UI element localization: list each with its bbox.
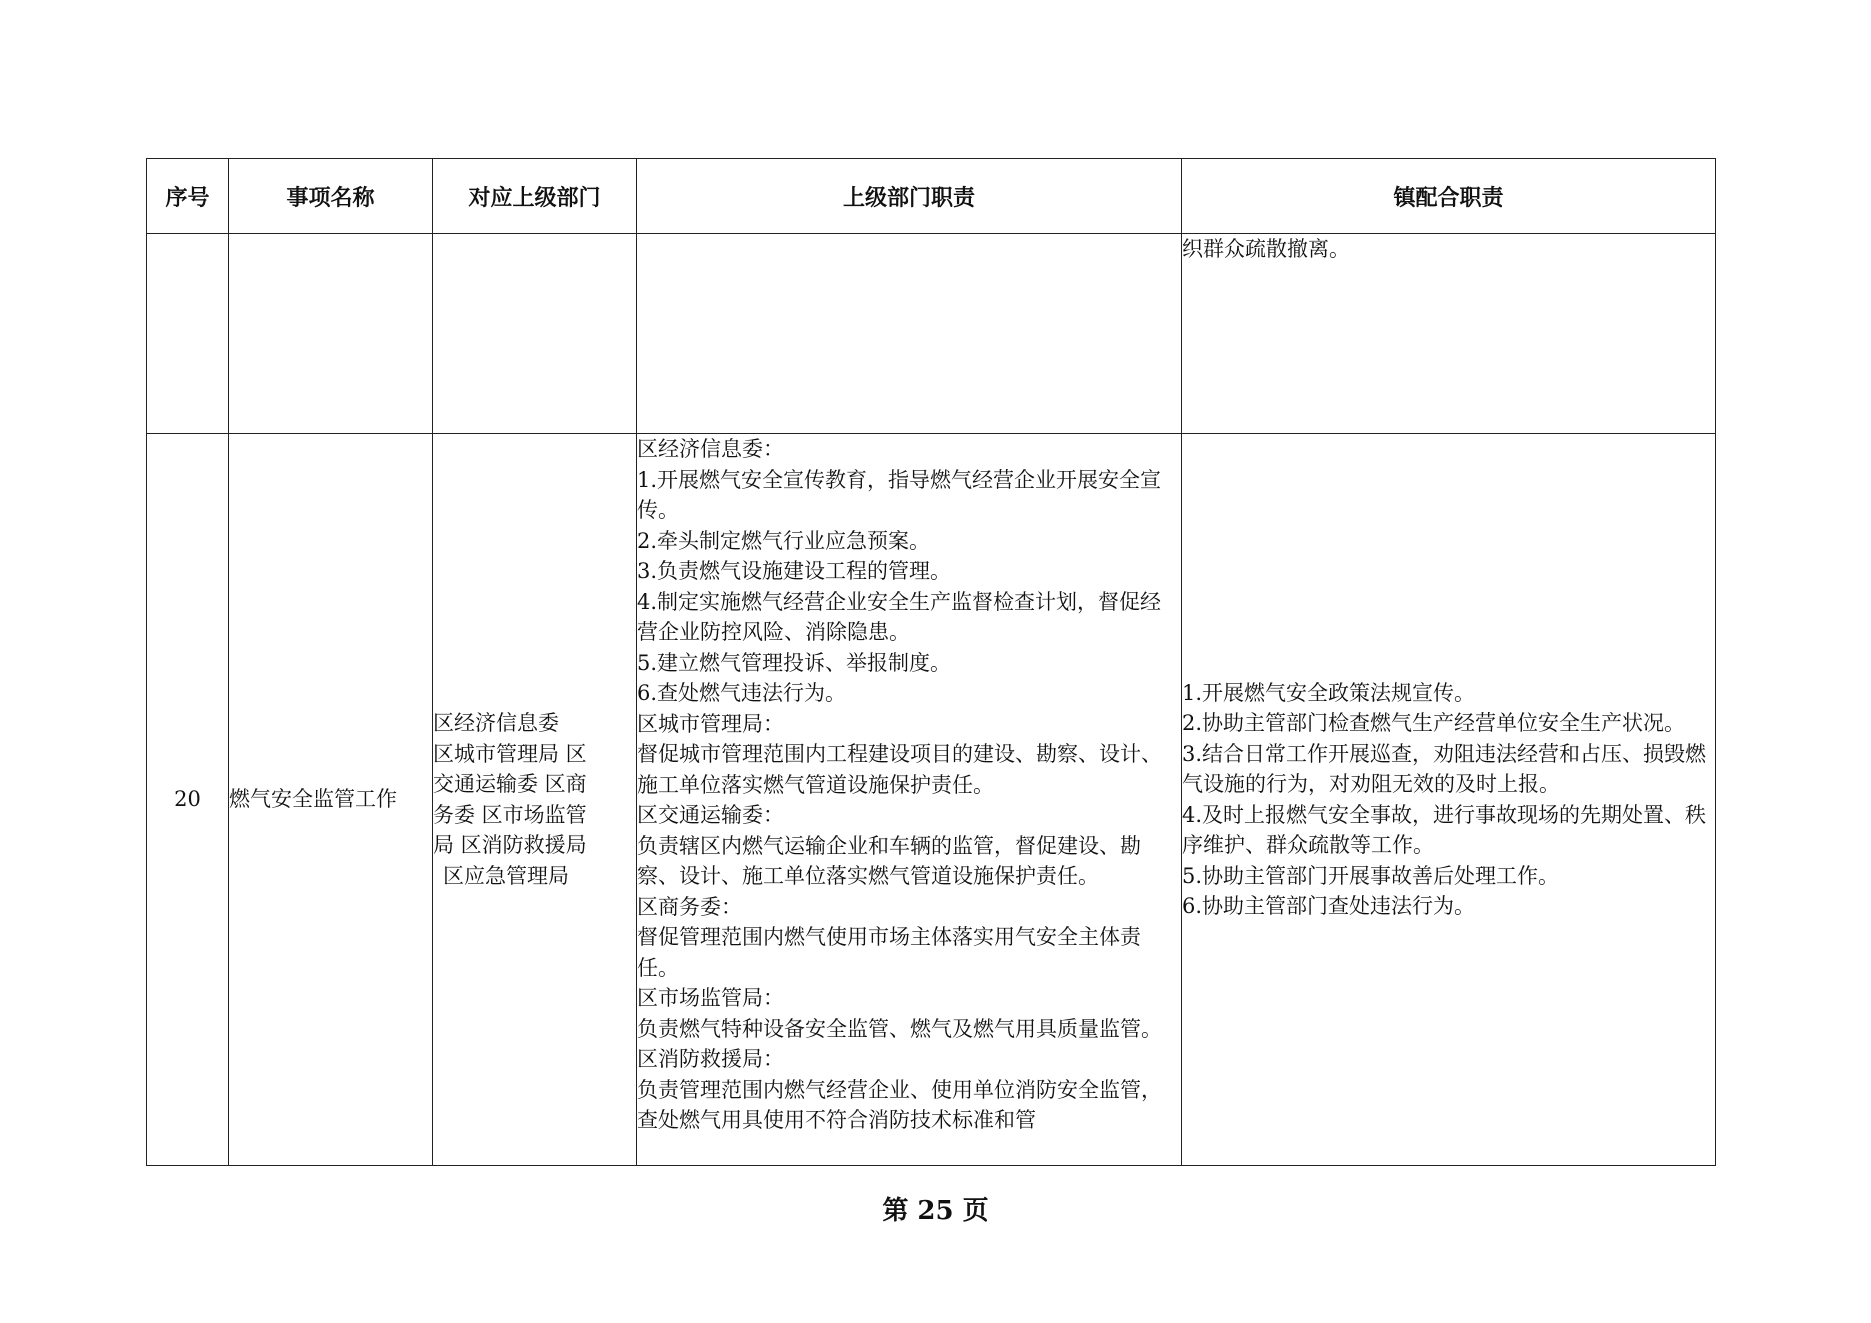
upper-duty-line: 区市场监管局： — [637, 986, 784, 1010]
town-duties-cell — [1182, 434, 1716, 1166]
department-line: 务委 区市场监管 — [433, 802, 587, 827]
town-duty-line: 1.开展燃气安全政策法规宣传。 — [1182, 680, 1476, 705]
town-duty-line: 6.协助主管部门查处违法行为。 — [1182, 894, 1476, 918]
department-line: 局 区消防救援局 — [433, 833, 587, 857]
town-duty-line: 3.结合日常工作开展巡查，劝阻违法经营和占压、损毁燃气设施的行为，对劝阻无效的及时上报。 — [1182, 741, 1707, 796]
upper-duty-line: 区商务委： — [637, 894, 742, 919]
town-duty-line: 5.协助主管部门开展事故善后处理工作。 — [1182, 863, 1560, 888]
continued-row — [147, 234, 1716, 434]
item-name: 燃气安全监管工作 — [229, 434, 433, 1166]
continued-number-cell — [147, 234, 229, 434]
upper-duty-line: 区城市管理局： — [637, 711, 784, 736]
upper-duty-line: 督促城市管理范围内工程建设项目的建设、勘察、设计、施工单位落实燃气管道设施保护责任。 — [637, 742, 1162, 797]
department-line: 交通运输委 区商 — [433, 772, 587, 796]
departments-cell — [433, 434, 637, 1166]
department-line: 区应急管理局 — [443, 863, 569, 888]
upper-duty-line: 督促管理范围内燃气使用市场主体落实用气安全主体责任。 — [637, 925, 1141, 980]
header-number: 序号 — [147, 159, 229, 234]
town-duty-line: 2.协助主管部门检查燃气生产经营单位安全生产状况。 — [1182, 711, 1686, 735]
town-duty-line: 4.及时上报燃气安全事故，进行事故现场的先期处置、秩序维护、群众疏散等工作。 — [1182, 802, 1707, 857]
upper-duty-line: 区消防救援局： — [637, 1047, 784, 1071]
header-row — [147, 159, 1716, 234]
header-town-duties: 镇配合职责 — [1182, 159, 1716, 234]
header-item-name: 事项名称 — [229, 159, 433, 234]
department-line: 区经济信息委 — [433, 711, 559, 735]
upper-duties-cell — [637, 434, 1182, 1166]
header-departments: 对应上级部门 — [433, 159, 637, 234]
continued-dept-cell — [433, 234, 637, 434]
row-number: 20 — [147, 434, 229, 1166]
table-row — [147, 434, 1716, 1166]
upper-duty-line: 3.负责燃气设施建设工程的管理。 — [637, 559, 952, 583]
upper-duty-line: 负责燃气特种设备安全监管、燃气及燃气用具质量监管。 — [637, 1016, 1162, 1041]
continued-name-cell — [229, 234, 433, 434]
department-line: 区城市管理局 区 — [433, 741, 587, 766]
upper-duty-line: 负责辖区内燃气运输企业和车辆的监管，督促建设、勘察、设计、施工单位落实燃气管道设施保护责任。 — [637, 833, 1141, 888]
continued-upper-cell — [637, 234, 1182, 434]
upper-duty-line: 负责管理范围内燃气经营企业、使用单位消防安全监管，查处燃气用具使用不符合消防技术标准和管 — [637, 1077, 1162, 1132]
upper-duty-line: 区经济信息委： — [637, 437, 784, 461]
upper-duty-line: 6.查处燃气违法行为。 — [637, 681, 847, 705]
duties-table — [146, 158, 1716, 1166]
upper-duty-line: 区交通运输委： — [637, 803, 784, 827]
upper-duty-line: 2.牵头制定燃气行业应急预案。 — [637, 528, 931, 553]
header-upper-duties: 上级部门职责 — [637, 159, 1182, 234]
upper-duty-line: 1.开展燃气安全宣传教育，指导燃气经营企业开展安全宣传。 — [637, 467, 1162, 522]
continued-town-duty: 织群众疏散撤离。 — [1182, 234, 1716, 434]
upper-duty-line: 5.建立燃气管理投诉、举报制度。 — [637, 650, 952, 675]
upper-duty-line: 4.制定实施燃气经营企业安全生产监督检查计划，督促经营企业防控风险、消除隐患。 — [637, 589, 1162, 644]
page-number: 第 25 页 — [882, 1196, 989, 1226]
